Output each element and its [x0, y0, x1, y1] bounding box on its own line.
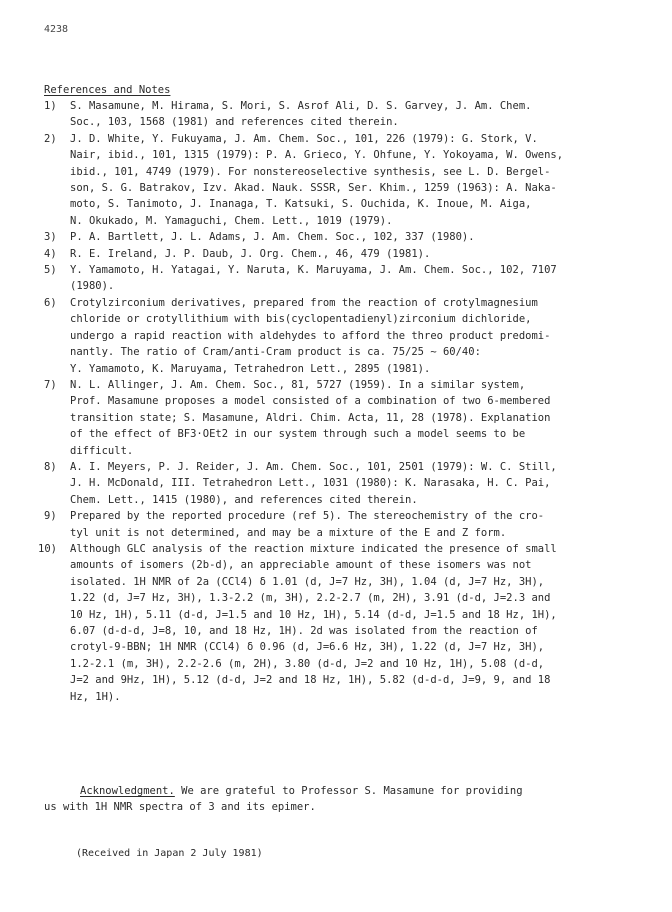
reference-line: of the effect of BF3·OEt2 in our system through such a model seems to be	[70, 428, 526, 441]
reference-line: Chem. Lett., 1415 (1980), and references cited therein.	[70, 493, 418, 506]
reference-number: 4)	[44, 247, 57, 260]
reference-item	[44, 131, 644, 229]
acknowledgment-line-2: us with 1H NMR spectra of 3 and its epimer.	[44, 801, 316, 814]
reference-item	[44, 377, 644, 459]
reference-line: Y. Yamamoto, H. Yatagai, Y. Naruta, K. Maruyama, J. Am. Chem. Soc., 102, 7107	[70, 264, 557, 277]
reference-line: P. A. Bartlett, J. L. Adams, J. Am. Chem. Soc., 102, 337 (1980).	[70, 231, 475, 244]
reference-line: Although GLC analysis of the reaction mixture indicated the presence of small	[70, 542, 557, 555]
reference-line: N. Okukado, M. Yamaguchi, Chem. Lett., 1019 (1979).	[70, 214, 393, 227]
reference-line: 1.2-2.1 (m, 3H), 2.2-2.6 (m, 2H), 3.80 (d-d, J=2 and 10 Hz, 1H), 5.08 (d-d,	[70, 657, 545, 670]
reference-line: son, S. G. Batrakov, Izv. Akad. Nauk. SSSR, Ser. Khim., 1259 (1963): A. Naka-	[70, 182, 557, 195]
reference-item	[44, 262, 644, 295]
acknowledgment-title: Acknowledgment.	[80, 785, 175, 797]
reference-item	[44, 508, 644, 541]
reference-line: isolated. 1H NMR of 2a (CCl4) δ 1.01 (d, J=7 Hz, 3H), 1.04 (d, J=7 Hz, 3H),	[70, 575, 545, 588]
reference-line: crotyl-9-BBN; 1H NMR (CCl4) δ 0.96 (d, J=6.6 Hz, 3H), 1.22 (d, J=7 Hz, 3H),	[70, 641, 545, 654]
reference-line: Soc., 103, 1568 (1981) and references cited therein.	[70, 116, 399, 129]
acknowledgment-line	[44, 783, 644, 799]
reference-line: Prof. Masamune proposes a model consisted of a combination of two 6-membered	[70, 395, 551, 408]
reference-line: S. Masamune, M. Hirama, S. Mori, S. Asrof Ali, D. S. Garvey, J. Am. Chem.	[70, 100, 532, 112]
reference-line: J. H. McDonald, III. Tetrahedron Lett., 1031 (1980): K. Narasaka, H. C. Pai,	[70, 477, 551, 490]
reference-line: Hz, 1H).	[70, 690, 121, 703]
reference-line: A. I. Meyers, P. J. Reider, J. Am. Chem. Soc., 101, 2501 (1979): W. C. Still,	[70, 460, 557, 473]
reference-line: 6.07 (d-d-d, J=8, 10, and 18 Hz, 1H). 2d was isolated from the reaction of	[70, 625, 538, 637]
reference-item	[44, 459, 644, 508]
reference-item	[44, 98, 644, 131]
reference-line: tyl unit is not determined, and may be a mixture of the E and Z form.	[70, 526, 507, 539]
reference-item	[44, 229, 644, 245]
reference-line: Nair, ibid., 101, 1315 (1979): P. A. Grieco, Y. Ohfune, Y. Yokoyama, W. Owens,	[70, 149, 564, 162]
section-heading: References and Notes	[44, 84, 171, 96]
reference-number: 6)	[44, 296, 57, 309]
reference-item	[44, 246, 644, 262]
reference-line: transition state; S. Masamune, Aldri. Chim. Acta, 11, 28 (1978). Explanation	[70, 411, 551, 424]
reference-line: R. E. Ireland, J. P. Daub, J. Org. Chem., 46, 479 (1981).	[70, 247, 431, 260]
reference-line: moto, S. Tanimoto, J. Inanaga, T. Katsuki, S. Ouchida, K. Inoue, M. Aiga,	[70, 198, 532, 211]
reference-line: nantly. The ratio of Cram/anti-Cram product is ca. 75/25 ~ 60/40:	[70, 346, 481, 359]
reference-number: 7)	[44, 378, 57, 391]
page-number: 4238	[44, 24, 69, 35]
reference-number: 10)	[38, 542, 57, 555]
reference-line: chloride or crotyllithium with bis(cyclopentadienyl)zirconium dichloride,	[70, 313, 532, 326]
reference-line: Y. Yamamoto, K. Maruyama, Tetrahedron Lett., 2895 (1981).	[70, 362, 431, 375]
reference-line: ibid., 101, 4749 (1979). For nonstereoselective synthesis, see L. D. Bergel-	[70, 165, 551, 178]
reference-number: 9)	[44, 510, 57, 523]
reference-number: 3)	[44, 231, 57, 244]
reference-line: Crotylzirconium derivatives, prepared from the reaction of crotylmagnesium	[70, 296, 538, 309]
reference-line: amounts of isomers (2b-d), an appreciable amount of these isomers was not	[70, 559, 532, 572]
reference-line: 1.22 (d, J=7 Hz, 3H), 1.3-2.2 (m, 3H), 2.2-2.7 (m, 2H), 3.91 (d-d, J=2.3 and	[70, 592, 551, 605]
reference-line: J. D. White, Y. Fukuyama, J. Am. Chem. Soc., 101, 226 (1979): G. Stork, V.	[70, 132, 538, 145]
reference-line: undergo a rapid reaction with aldehydes to afford the threo product predomi-	[70, 329, 551, 342]
received-date: (Received in Japan 2 July 1981)	[76, 848, 263, 859]
reference-number: 5)	[44, 264, 57, 277]
reference-line: 10 Hz, 1H), 5.11 (d-d, J=1.5 and 10 Hz, 1H), 5.14 (d-d, J=1.5 and 18 Hz, 1H),	[70, 608, 557, 621]
reference-number: 8)	[44, 460, 57, 473]
acknowledgment-paragraph	[44, 783, 644, 816]
reference-line: (1980).	[70, 280, 115, 293]
reference-line: Prepared by the reported procedure (ref 5). The stereochemistry of the cro-	[70, 510, 545, 523]
reference-item	[38, 541, 644, 705]
acknowledgment-text: We are grateful to Professor S. Masamune for providing	[174, 785, 523, 797]
reference-line: J=2 and 9Hz, 1H), 5.12 (d-d, J=2 and 18 Hz, 1H), 5.82 (d-d-d, J=9, 9, and 18	[70, 674, 551, 687]
reference-number: 1)	[44, 100, 57, 112]
references-list	[38, 98, 644, 705]
reference-item	[44, 295, 644, 377]
reference-number: 2)	[44, 132, 57, 145]
reference-line: N. L. Allinger, J. Am. Chem. Soc., 81, 5727 (1959). In a similar system,	[70, 378, 526, 391]
reference-line: difficult.	[70, 444, 134, 457]
